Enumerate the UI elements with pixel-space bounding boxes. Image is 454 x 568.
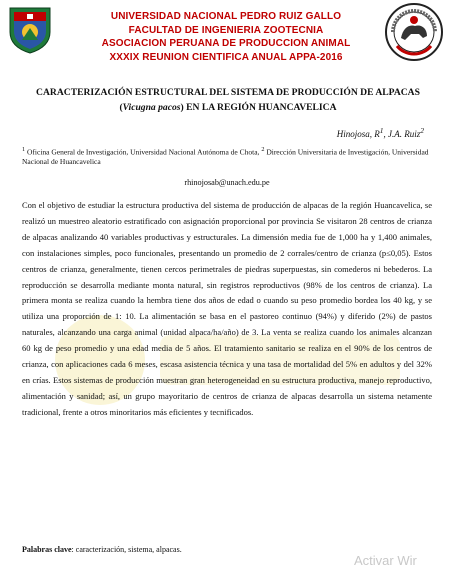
author-1: Hinojosa, R (336, 129, 380, 139)
title-part-2: ) EN LA REGIÓN HUANCAVELICA (180, 102, 337, 113)
author-2: J.A. Ruiz (388, 129, 421, 139)
university-shield-logo (8, 6, 52, 54)
affil-1-marker: 1 (22, 146, 26, 153)
header-line-university: UNIVERSIDAD NACIONAL PEDRO RUIZ GALLO (110, 11, 342, 22)
paper-title (22, 85, 434, 115)
affil-2-text: Dirección Universitaria de Investigación, Universidad Nacional de Huancavelica (22, 147, 429, 166)
header-line-association: ASOCIACION PERUANA DE PRODUCCION ANIMAL (101, 38, 351, 49)
title-part-1: CARACTERIZACIÓN ESTRUCTURAL DEL SISTEMA DE PRODUCCIÓN DE ALPACAS ( (36, 87, 420, 113)
keywords-text: : caracterización, sistema, alpacas. (71, 545, 182, 554)
author-2-affil: 2 (420, 126, 424, 135)
faculty-seal-logo (383, 2, 445, 62)
corresponding-email: rhinojosab@unach.edu.pe (184, 178, 270, 187)
keywords-label: Palabras clave (22, 545, 72, 554)
conference-header (66, 10, 386, 64)
header-line-meeting: XXXIX REUNION CIENTIFICA ANUAL APPA-2016 (109, 51, 343, 63)
paper-authors (337, 126, 424, 139)
windows-activation-overlay: Activar Wir (354, 553, 417, 568)
author-sep: , (383, 129, 388, 139)
author-affiliations (22, 145, 434, 167)
keywords (22, 545, 182, 554)
affil-2-marker: 2 (261, 146, 265, 153)
title-species: Vicugna pacos (122, 102, 181, 113)
author-1-affil: 1 (379, 126, 384, 135)
header-line-faculty: FACULTAD DE INGENIERIA ZOOTECNIA (128, 24, 324, 36)
abstract-body: Con el objetivo de estudiar la estructura productiva del sistema de producción de alpacas de la región Huancavelica, se realizó un muestreo aleatorio estratificado con asignación proporcional por provincia Se visitaron 28 centros de crianza de alpacas analizando 40 variables productivas y estructurales. La dimensión media fue de 1,000 ha y 1,400 animales, con instalaciones simples, poco funcionales, presentando un promedio de 2 corrales/centro de crianza (p≤0,05). Estos centros de crianza, generalmente, tienen cercos perimetrales de piedras superpuestas, sin comederos ni bebederos. La reproducción se desarrolla mediante monta natural, sin registros reproductivos (98% de los centros de crianza). La primera monta se realiza cuando la hembra tiene dos años de edad o cuando su peso promedio bordea los 40 kg, y se utiliza una proporción de 1: 10. La alimentación se basa en el pastoreo continuo (94%) y diferido (2%) de pastos naturales, alcanzando una carga animal (unidad alpaca/ha/año) de 3. La venta se realiza cuando los animales alcanzan 60 kg de peso promedio y una edad media de 5 años. El tratamiento sanitario se realiza en el 90% de los centros de crianza, con aplicaciones cada 6 meses, escasa asistencia técnica y una tasa de mortalidad del 5% en adultos y del 32% en crías. Estos sistemas de producción muestran gran heterogeneidad en su estructura productiva, manejo reproductivo, alimentación y sanidad; así, un grupo mayoritario de centros de crianza de alpacas desarrolla un sistema netamente tradicional, frente a otros minoritarios más eficientes y tecnificados. (22, 200, 432, 417)
affil-1-text: Oficina General de Investigación, Universidad Nacional Autónoma de Chota, (25, 147, 262, 157)
